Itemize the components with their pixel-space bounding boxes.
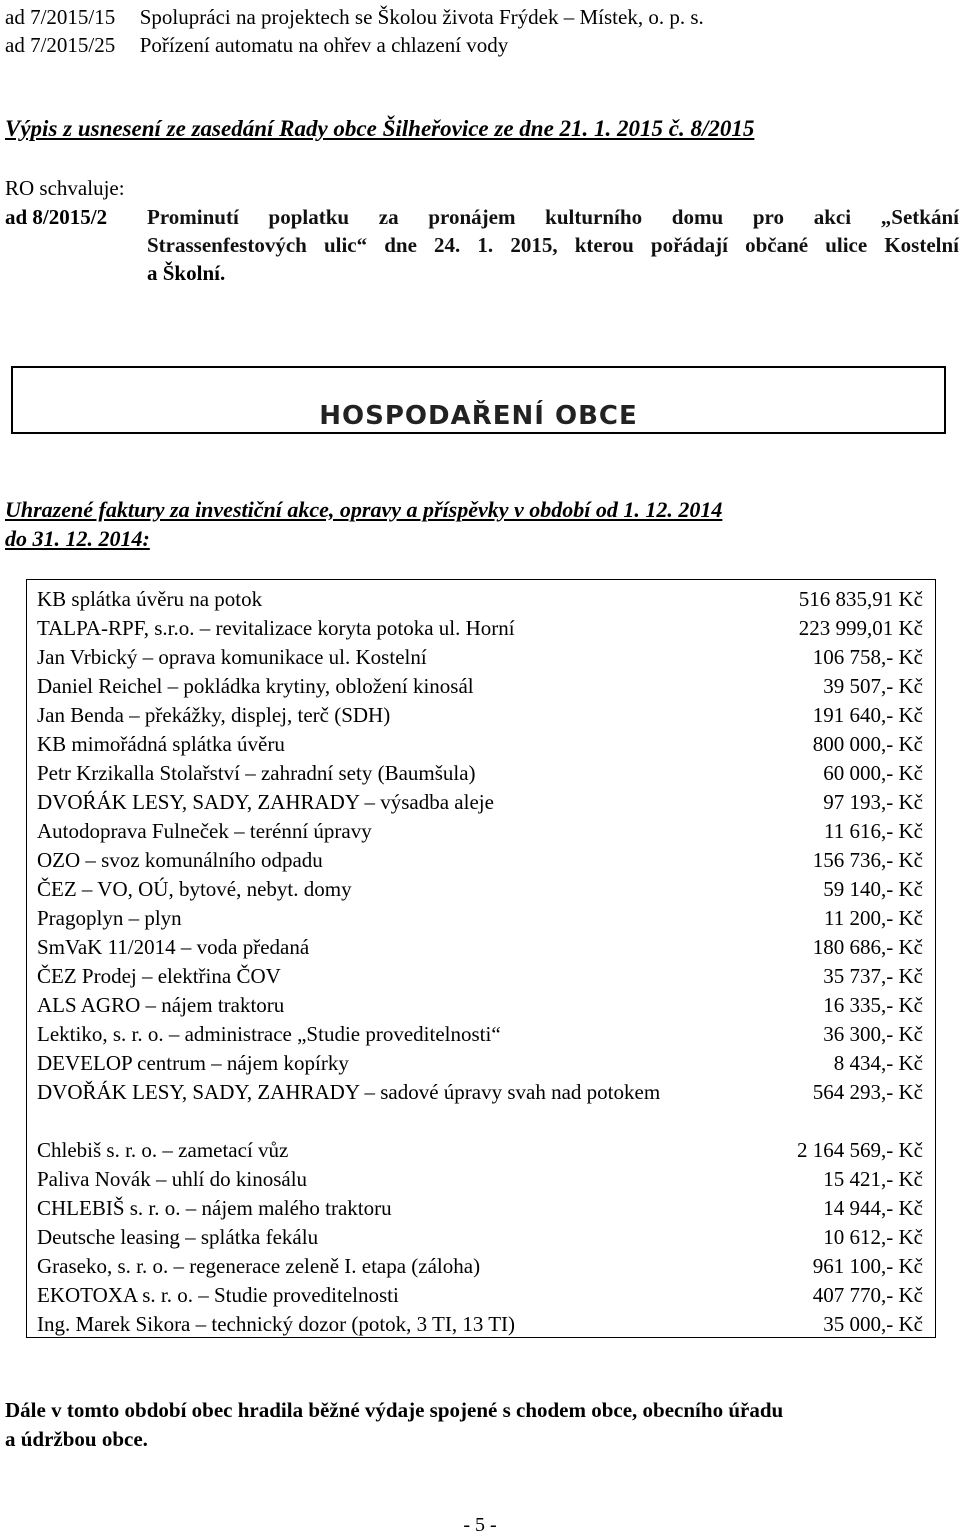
invoice-desc: Daniel Reichel – pokládka krytiny, obložení kinosál [37,674,474,698]
item-text: Spolupráci na projektech se Školou života Frýdek – Místek, o. p. s. [139,5,704,29]
invoice-desc: Deutsche leasing – splátka fekálu [37,1225,319,1249]
invoice-amount: 35 000,- Kč [823,1312,923,1336]
invoice-desc: DEVELOP centrum – nájem kopírky [37,1051,349,1075]
invoice-desc: SmVaK 11/2014 – voda předaná [37,935,310,959]
ro-label: RO schvaluje: [5,176,125,200]
invoice-amount: 564 293,- Kč [812,1080,923,1104]
invoice-desc: DVOŔÁK LESY, SADY, ZAHRADY – výsadba aleje [37,790,494,814]
invoice-amount: 36 300,- Kč [823,1022,923,1046]
invoice-amount: 156 736,- Kč [812,848,923,872]
invoice-amount: 180 686,- Kč [812,935,923,959]
invoice-desc: Chlebiš s. r. o. – zametací vůz [37,1138,289,1162]
item-ref: ad 7/2015/25 [5,33,116,57]
invoice-desc: CHLEBIŠ s. r. o. – nájem malého traktoru [37,1196,392,1220]
invoice-amount: 11 616,- Kč [824,819,923,843]
invoice-amount: 35 737,- Kč [823,964,923,988]
item-text: Pořízení automatu na ohřev a chlazení vody [139,33,509,57]
invoice-amount: 39 507,- Kč [823,674,923,698]
invoice-amount: 800 000,- Kč [812,732,923,756]
excerpt-heading: Výpis z usnesení ze zasedání Rady obce Šilheřovice ze dne 21. 1. 2015 č. 8/2015 [5,116,755,141]
footer-note: a údržbou obce. [5,1427,148,1451]
invoice-desc: Pragoplyn – plyn [37,906,182,930]
invoice-desc: KB mimořádná splátka úvěru [37,732,285,756]
invoice-amount: 407 770,- Kč [812,1283,923,1307]
footer-note: Dále v tomto období obec hradila běžné výdaje spojené s chodem obce, obecního úřadu [5,1398,784,1422]
invoice-desc: ČEZ – VO, OÚ, bytové, nebyt. domy [37,877,352,901]
invoice-amount: 15 421,- Kč [823,1167,923,1191]
invoice-desc: Paliva Novák – uhlí do kinosálu [37,1167,308,1191]
invoice-amount: 14 944,- Kč [823,1196,923,1220]
invoice-amount: 223 999,01 Kč [798,616,923,640]
invoice-amount: 16 335,- Kč [823,993,923,1017]
section-box [11,366,946,434]
invoice-amount: 8 434,- Kč [833,1051,923,1075]
invoice-amount: 961 100,- Kč [812,1254,923,1278]
invoice-amount: 97 193,- Kč [823,790,923,814]
invoices-heading: Uhrazené faktury za investiční akce, opravy a příspěvky v období od 1. 12. 2014 [5,497,723,522]
invoice-amount: 2 164 569,- Kč [797,1138,923,1162]
invoice-amount: 59 140,- Kč [823,877,923,901]
invoice-desc: DVOŘÁK LESY, SADY, ZAHRADY – sadové úpravy svah nad potokem [37,1080,661,1104]
invoice-desc: KB splátka úvěru na potok [37,587,263,611]
invoice-amount: 60 000,- Kč [823,761,923,785]
invoice-desc: EKOTOXA s. r. o. – Studie proveditelnosti [37,1283,399,1307]
invoice-desc: OZO – svoz komunálního odpadu [37,848,323,872]
invoice-amount: 11 200,- Kč [824,906,923,930]
invoice-desc: Jan Benda – překážky, displej, terč (SDH) [37,703,391,727]
section-title: HOSPODAŘENÍ OBCE [319,401,638,431]
resolution-ref: ad 8/2015/2 [5,205,108,229]
invoice-table [26,579,936,1338]
invoice-desc: Ing. Marek Sikora – technický dozor (potok, 3 TI, 13 TI) [37,1312,516,1336]
resolution-line: a Školní. [147,261,226,285]
item-ref: ad 7/2015/15 [5,5,116,29]
invoice-amount: 191 640,- Kč [812,703,923,727]
invoice-desc: TALPA-RPF, s.r.o. – revitalizace koryta potoka ul. Horní [37,616,515,640]
invoice-desc: Lektiko, s. r. o. – administrace „Studie proveditelnosti“ [37,1022,501,1046]
invoice-desc: ALS AGRO – nájem traktoru [37,993,285,1017]
invoices-heading: do 31. 12. 2014: [5,526,150,551]
top-item [5,3,704,31]
resolution-line: Strassenfestových ulic“ dne 24. 1. 2015, kterou pořádají občané ulice Kostelní [147,233,959,257]
top-item [5,31,508,59]
invoice-desc: Petr Krzikalla Stolařství – zahradní sety (Baumšula) [37,761,476,785]
resolution-line: Prominutí poplatku za pronájem kulturního domu pro akci „Setkání [147,205,959,229]
invoice-amount: 516 835,91 Kč [798,587,923,611]
page-number: - 5 - [463,1514,497,1536]
invoice-desc: ČEZ Prodej – elektřina ČOV [37,964,281,988]
invoice-amount: 10 612,- Kč [823,1225,923,1249]
invoice-amount: 106 758,- Kč [812,645,923,669]
invoice-desc: Autodoprava Fulneček – terénní úpravy [37,819,372,843]
invoice-desc: Graseko, s. r. o. – regenerace zeleně I. etapa (záloha) [37,1254,481,1278]
invoice-desc: Jan Vrbický – oprava komunikace ul. Kostelní [37,645,427,669]
